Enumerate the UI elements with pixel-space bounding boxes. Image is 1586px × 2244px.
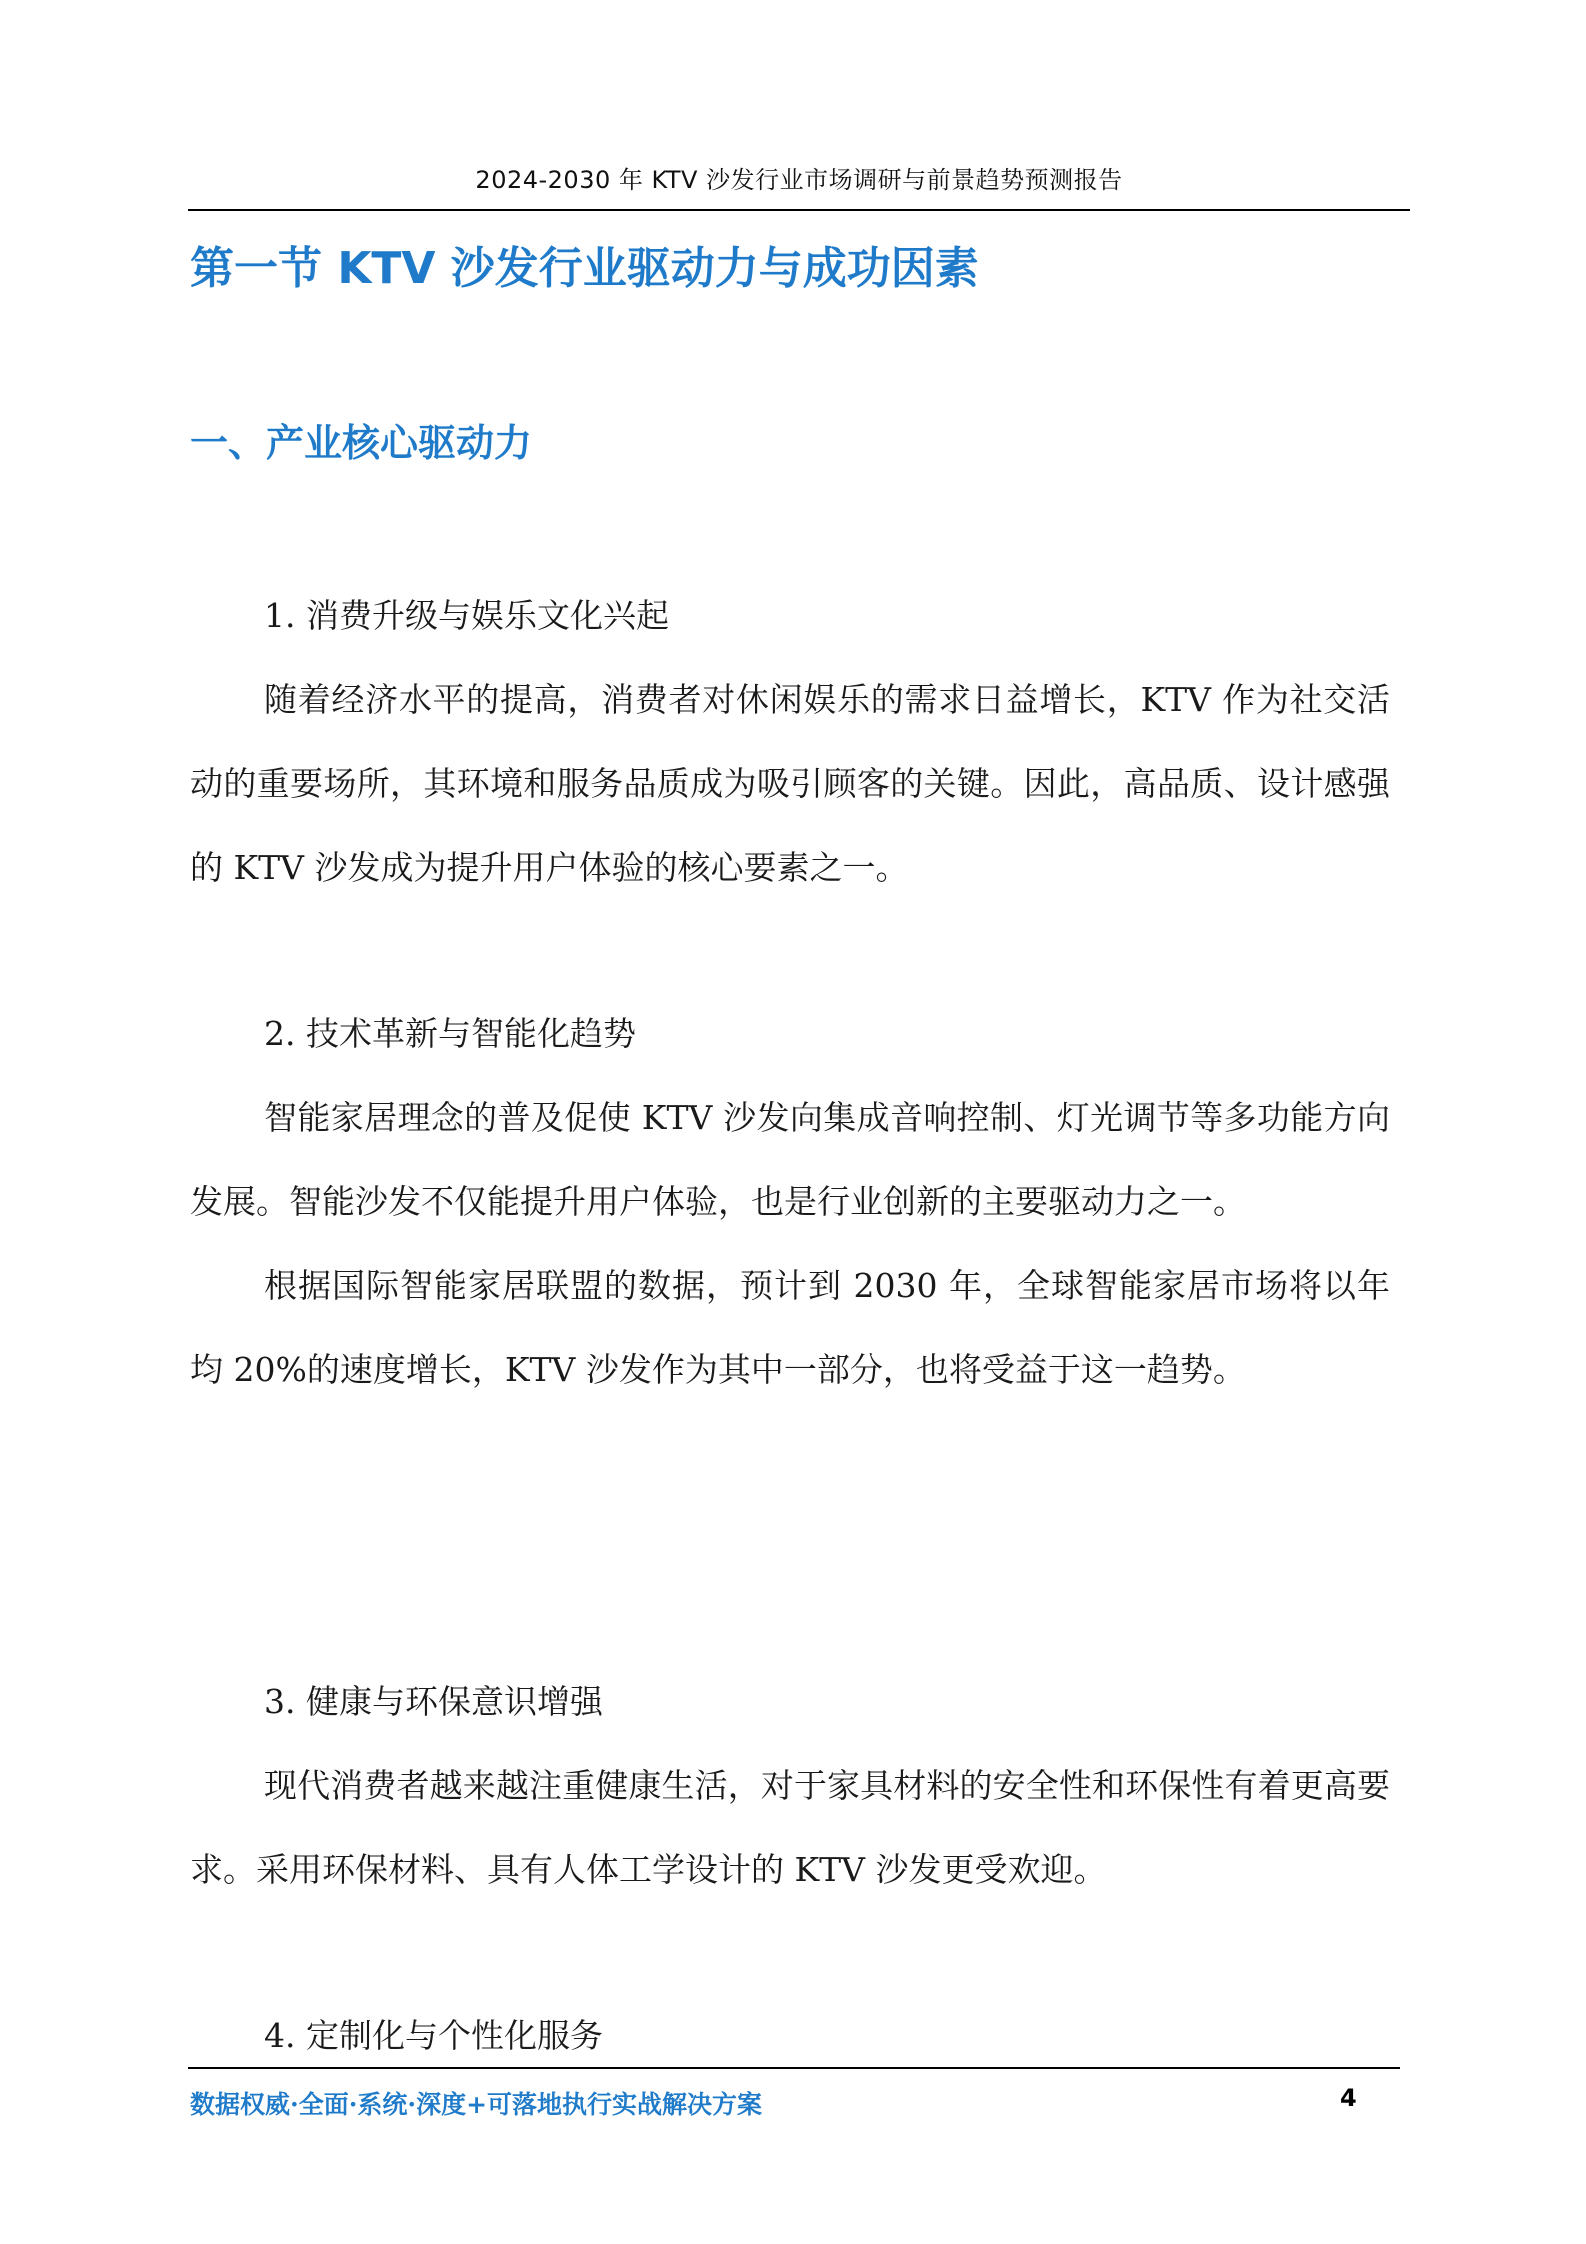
section-title: 第一节 KTV 沙发行业驱动力与成功因素 [190,243,979,294]
item-block-3 [190,1660,1390,1912]
item-block-1 [190,574,1390,910]
header-divider [188,209,1410,211]
footer-slogan: 数据权威·全面·系统·深度+可落地执行实战解决方案 [190,2090,763,2119]
paragraph: 根据国际智能家居联盟的数据，预计到 2030 年，全球智能家居市场将以年均 20%的速度增长，KTV 沙发作为其中一部分，也将受益于这一趋势。 [190,1266,1390,1389]
item-title: 3. 健康与环保意识增强 [264,1682,603,1721]
item-block-4 [190,1994,1390,2078]
subsection-title: 一、产业核心驱动力 [190,421,533,465]
paragraph: 随着经济水平的提高，消费者对休闲娱乐的需求日益增长，KTV 作为社交活动的重要场所，其环境和服务品质成为吸引顾客的关键。因此，高品质、设计感强的 KTV 沙发成为提升用户体验的核心要素之一。 [190,680,1390,887]
page-number: 4 [1340,2084,1357,2112]
footer-divider [188,2067,1400,2069]
paragraph: 现代消费者越来越注重健康生活，对于家具材料的安全性和环保性有着更高要求。采用环保材料、具有人体工学设计的 KTV 沙发更受欢迎。 [190,1766,1390,1889]
item-title: 4. 定制化与个性化服务 [264,2016,603,2055]
running-header-title: 2024-2030 年 KTV 沙发行业市场调研与前景趋势预测报告 [475,166,1123,194]
item-block-2 [190,992,1390,1412]
item-title: 1. 消费升级与娱乐文化兴起 [264,596,669,635]
paragraph: 智能家居理念的普及促使 KTV 沙发向集成音响控制、灯光调节等多功能方向发展。智能沙发不仅能提升用户体验，也是行业创新的主要驱动力之一。 [190,1098,1390,1221]
item-title: 2. 技术革新与智能化趋势 [264,1014,636,1053]
